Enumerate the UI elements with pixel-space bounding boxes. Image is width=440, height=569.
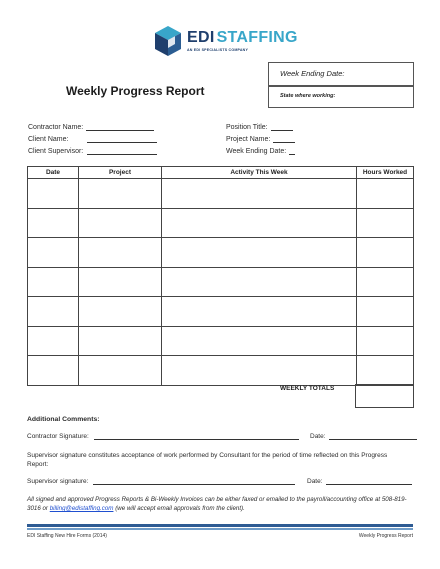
client-name-line bbox=[87, 136, 157, 143]
table-cell-hours[interactable] bbox=[357, 326, 414, 356]
client-supervisor-field[interactable] bbox=[28, 148, 157, 155]
table-cell-date[interactable] bbox=[28, 238, 79, 268]
state-where-working-label: State where working: bbox=[280, 93, 336, 99]
submission-note-text: All signed and approved Progress Reports & Bi-Weekly Invoices can be either faxed or emailed to the payroll/accounting office at 508-819-3016 or bbox=[27, 496, 407, 512]
table-row bbox=[28, 326, 414, 356]
col-header-date: Date bbox=[28, 167, 79, 179]
weekly-totals-cell[interactable] bbox=[355, 384, 414, 408]
activity-table bbox=[27, 166, 414, 386]
table-cell-project[interactable] bbox=[79, 179, 162, 209]
table-cell-project[interactable] bbox=[79, 238, 162, 268]
submission-note bbox=[27, 495, 413, 513]
contractor-name-field[interactable] bbox=[28, 124, 154, 131]
position-title-field[interactable] bbox=[226, 124, 293, 131]
table-cell-project[interactable] bbox=[79, 326, 162, 356]
table-cell-activity[interactable] bbox=[162, 297, 357, 327]
logo-wordmark: EDI STAFFING bbox=[187, 29, 298, 46]
logo-tagline: AN EDI SPECIALISTS COMPANY bbox=[187, 48, 249, 52]
week-ending-date-box-label: Week Ending Date: bbox=[280, 69, 345, 78]
state-where-working-box[interactable] bbox=[268, 86, 414, 108]
contractor-name-label: Contractor Name: bbox=[28, 124, 84, 131]
table-cell-activity[interactable] bbox=[162, 238, 357, 268]
table-cell-date[interactable] bbox=[28, 326, 79, 356]
project-name-line bbox=[273, 136, 295, 143]
table-cell-hours[interactable] bbox=[357, 356, 414, 386]
table-row bbox=[28, 297, 414, 327]
page-title: Weekly Progress Report bbox=[66, 84, 205, 98]
position-title-label: Position Title: bbox=[226, 124, 268, 131]
week-ending-date-line bbox=[289, 148, 295, 155]
table-header-row bbox=[28, 167, 414, 179]
col-header-hours: Hours Worked bbox=[357, 167, 414, 179]
table-cell-project[interactable] bbox=[79, 208, 162, 238]
table-cell-hours[interactable] bbox=[357, 208, 414, 238]
contractor-date-field[interactable] bbox=[310, 433, 417, 440]
table-cell-project[interactable] bbox=[79, 356, 162, 386]
week-ending-date-field[interactable] bbox=[226, 148, 295, 155]
table-body bbox=[28, 179, 414, 386]
billing-email-link[interactable]: billing@edistaffing.com bbox=[49, 505, 114, 512]
table-cell-activity[interactable] bbox=[162, 208, 357, 238]
table-cell-date[interactable] bbox=[28, 297, 79, 327]
additional-comments-heading: Additional Comments: bbox=[27, 416, 100, 423]
contractor-signature-label: Contractor Signature: bbox=[27, 433, 89, 440]
cube-logo-icon bbox=[153, 24, 183, 58]
table-cell-activity[interactable] bbox=[162, 179, 357, 209]
supervisor-signature-line bbox=[93, 478, 295, 485]
table-row bbox=[28, 356, 414, 386]
supervisor-signature-label: Supervisor signature: bbox=[27, 478, 89, 485]
supervisor-date-label: Date: bbox=[307, 478, 323, 485]
week-ending-date-label: Week Ending Date: bbox=[226, 148, 287, 155]
footer-right-text: Weekly Progress Report bbox=[358, 533, 413, 539]
contractor-date-label: Date: bbox=[310, 433, 326, 440]
table-cell-date[interactable] bbox=[28, 208, 79, 238]
client-supervisor-line bbox=[87, 148, 157, 155]
col-header-activity: Activity This Week bbox=[162, 167, 357, 179]
contractor-signature-line bbox=[94, 433, 299, 440]
contractor-name-line bbox=[86, 124, 154, 131]
client-name-label: Client Name: bbox=[28, 136, 69, 143]
project-name-label: Project Name: bbox=[226, 136, 271, 143]
contractor-signature-field[interactable] bbox=[27, 433, 299, 440]
table-cell-date[interactable] bbox=[28, 179, 79, 209]
supervisor-signature-field[interactable] bbox=[27, 478, 295, 485]
table-cell-activity[interactable] bbox=[162, 326, 357, 356]
weekly-totals-label: WEEKLY TOTALS bbox=[280, 385, 335, 392]
table-row bbox=[28, 208, 414, 238]
table-cell-hours[interactable] bbox=[357, 297, 414, 327]
position-title-line bbox=[271, 124, 293, 131]
table-cell-hours[interactable] bbox=[357, 267, 414, 297]
footer-bar-secondary bbox=[27, 528, 413, 530]
table-cell-project[interactable] bbox=[79, 267, 162, 297]
table-cell-hours[interactable] bbox=[357, 179, 414, 209]
table-cell-date[interactable] bbox=[28, 267, 79, 297]
supervisor-date-field[interactable] bbox=[307, 478, 412, 485]
week-ending-date-box[interactable] bbox=[268, 62, 414, 86]
edi-staffing-logo bbox=[153, 24, 298, 60]
client-supervisor-label: Client Supervisor: bbox=[28, 148, 84, 155]
footer-left-text: EDI Staffing New Hire Forms (2014) bbox=[27, 533, 107, 539]
contractor-date-line bbox=[329, 433, 417, 440]
project-name-field[interactable] bbox=[226, 136, 295, 143]
table-cell-activity[interactable] bbox=[162, 356, 357, 386]
acceptance-statement: Supervisor signature constitutes acceptance of work performed by Consultant for the period of time reflected on this Progress Report: bbox=[27, 452, 388, 468]
table-cell-date[interactable] bbox=[28, 356, 79, 386]
table-row bbox=[28, 179, 414, 209]
table-cell-activity[interactable] bbox=[162, 267, 357, 297]
footer-bar bbox=[27, 524, 413, 527]
table-cell-hours[interactable] bbox=[357, 238, 414, 268]
col-header-project: Project bbox=[79, 167, 162, 179]
client-name-field[interactable] bbox=[28, 136, 157, 143]
submission-note-text-end: (we will accept email approvals from the client). bbox=[115, 505, 245, 512]
table-cell-project[interactable] bbox=[79, 297, 162, 327]
supervisor-date-line bbox=[326, 478, 412, 485]
table-row bbox=[28, 238, 414, 268]
table-row bbox=[28, 267, 414, 297]
